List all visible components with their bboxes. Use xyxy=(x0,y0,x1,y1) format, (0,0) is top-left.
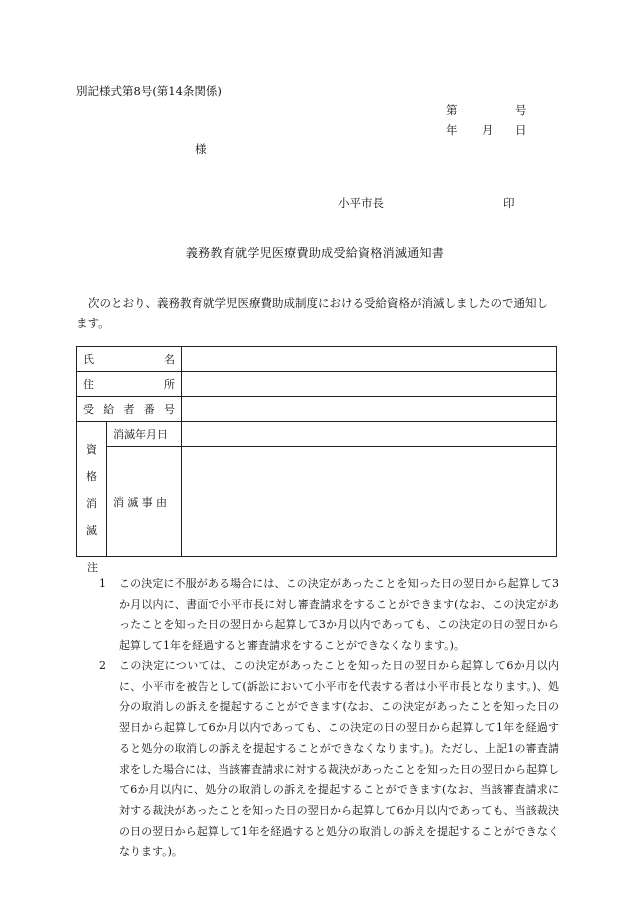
loss-reason-field[interactable] xyxy=(182,447,557,557)
form-number: 別記様式第8号(第14条関係) xyxy=(76,84,222,98)
intro-paragraph: 次のとおり、義務教育就学児医療費助成制度における受給資格が消滅しましたので通知します。 xyxy=(76,296,548,330)
loss-date-field[interactable] xyxy=(182,422,557,447)
note-text: この決定に不服がある場合には、この決定があったことを知った日の翌日から起算して3か月以内に、書面で小平市長に対し審査請求をすることができます(なお、この決定があったことを知った日の翌日から起算して3か月以内であっても、この決定の日の翌日から起算して1年を経過すると審査請求をすることができなくなります。)。 xyxy=(119,577,559,653)
qualification-loss-label: 資 格 消 滅 xyxy=(77,422,107,557)
address-label: 住 所 xyxy=(77,372,182,397)
name-label: 氏 名 xyxy=(77,347,182,372)
loss-date-label: 消滅年月日 xyxy=(107,422,182,447)
document-title: 義務教育就学児医療費助成受給資格消滅通知書 xyxy=(185,246,445,260)
table-row-loss-reason xyxy=(77,447,557,557)
notes-heading: 注 xyxy=(87,561,98,574)
issuer-name: 小平市長 xyxy=(338,196,384,210)
recipient-number-label: 受 給 者 番 号 xyxy=(77,397,182,422)
note-number: 2 xyxy=(99,659,106,672)
date-day: 日 xyxy=(515,123,527,137)
seal-mark: 印 xyxy=(503,196,515,210)
address-field[interactable] xyxy=(182,372,557,397)
date-year: 年 xyxy=(446,123,458,137)
doc-number-suffix: 号 xyxy=(515,103,527,117)
recipient-number-field[interactable] xyxy=(182,397,557,422)
note-number: 1 xyxy=(99,577,106,590)
name-field[interactable] xyxy=(182,347,557,372)
table-row-address xyxy=(77,372,557,397)
table-row-loss-date xyxy=(77,422,557,447)
note-item-2 xyxy=(99,656,559,863)
date-month: 月 xyxy=(482,123,494,137)
doc-number-prefix: 第 xyxy=(446,103,458,117)
note-text: この決定については、この決定があったことを知った日の翌日から起算して6か月以内に、小平市を被告として(訴訟において小平市を代表する者は小平市長となります。)、処分の取消しの訴えを提起することができます(なお、この決定があったことを知った日の翌日から起算して6か月以内であっても、この決定の日の翌日から起算して1年を経過すると処分の取消しの訴えを提起することができなくなります。)。ただし、上記1の審査請求をした場合には、当該審査請求に対する裁決があったことを知った日の翌日から起算して6か月以内に、処分の取消しの訴えを提起することができます(なお、当該審査請求に対する裁決があったことを知った日の翌日から起算して6か月以内であっても、当該裁決の日の翌日から起算して1年を経過すると処分の取消しの訴えを提起することができなくなります。)。 xyxy=(119,659,559,859)
addressee-suffix: 様 xyxy=(195,142,207,156)
loss-reason-label: 消 滅 事 由 xyxy=(107,447,182,557)
table-row-recipient-number xyxy=(77,397,557,422)
table-row-name xyxy=(77,347,557,372)
note-item-1 xyxy=(99,574,559,657)
recipient-info-table xyxy=(76,346,557,557)
